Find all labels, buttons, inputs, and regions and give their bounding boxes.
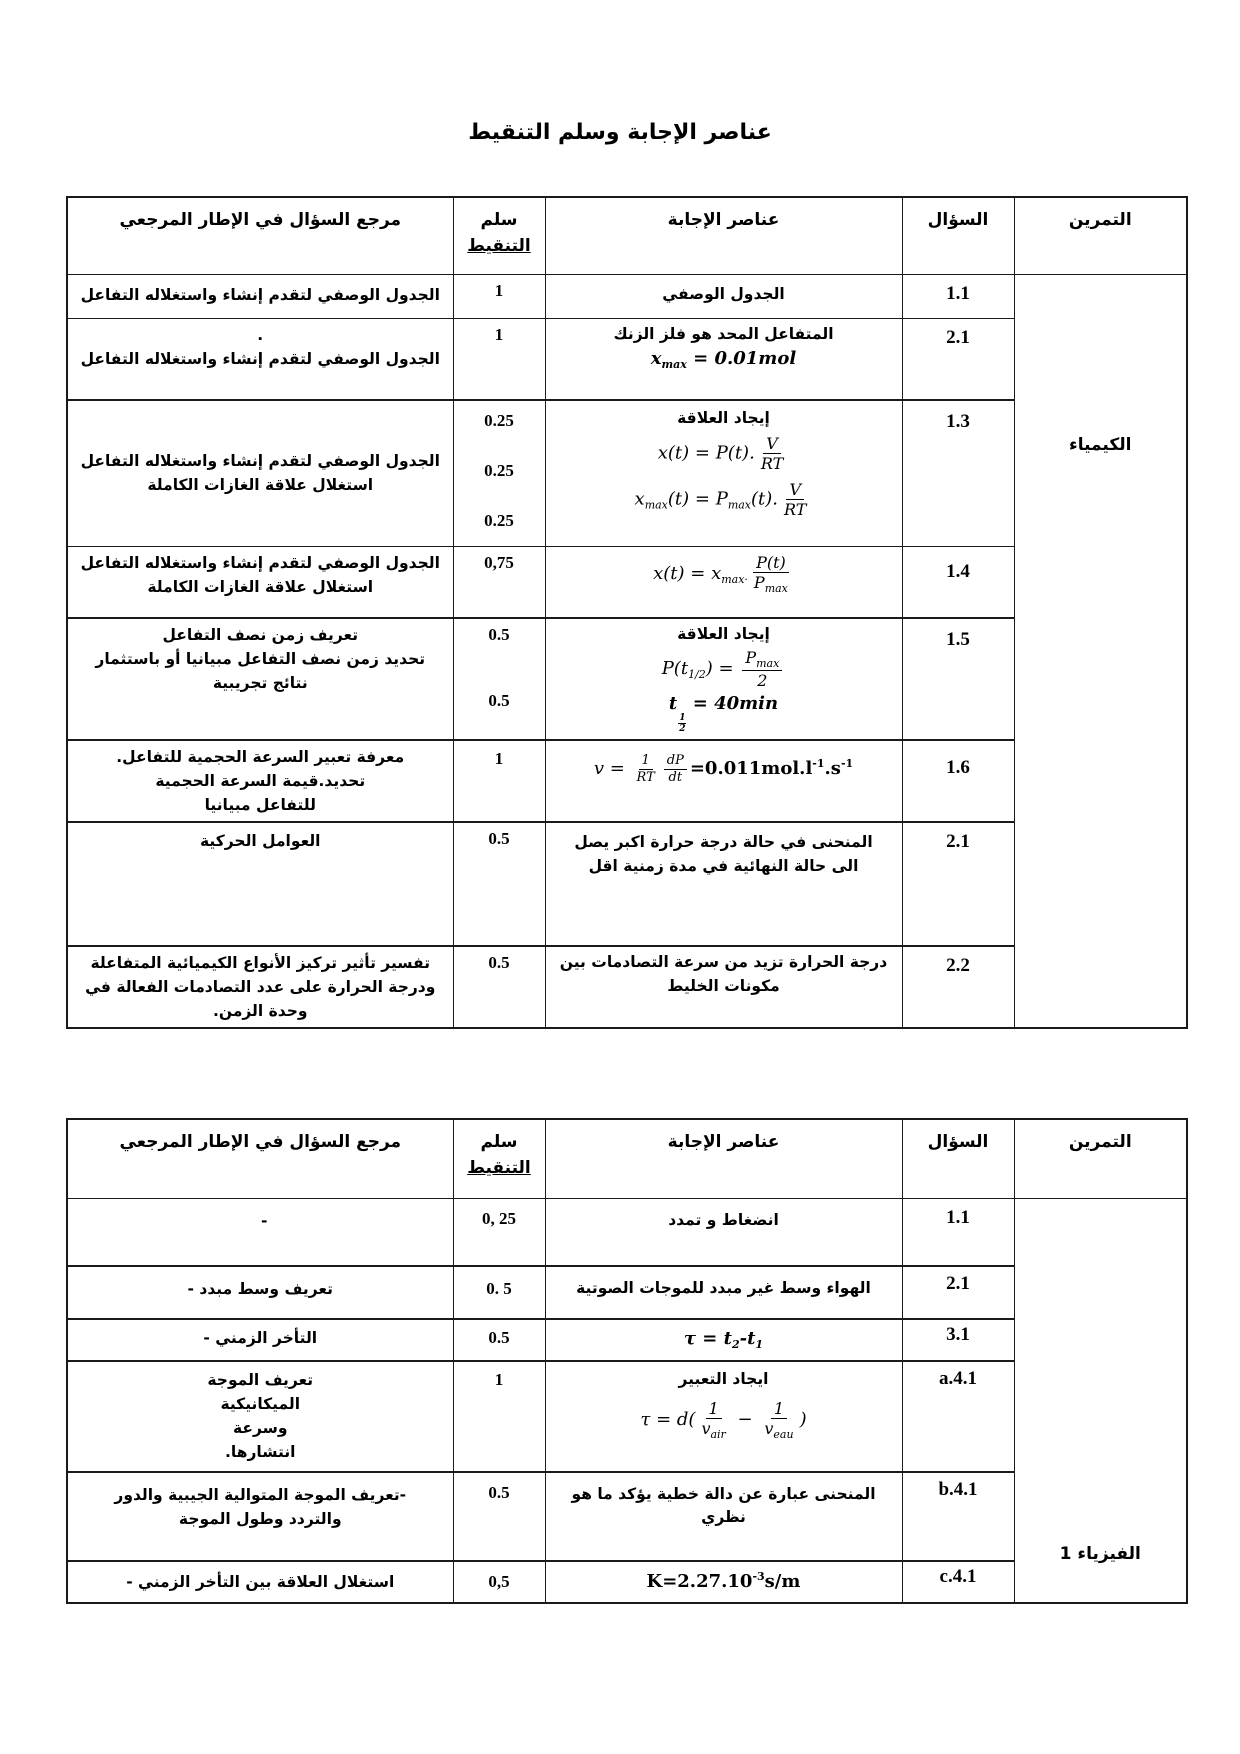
answer-cell — [545, 1472, 902, 1561]
formula: x(t) = P(t). $\frac{V}{RT}$ — [657, 434, 784, 474]
text-line: -تعريف الموجة المتوالية الجيبية والدور — [114, 1486, 407, 1504]
score-value: 0,75 — [484, 552, 514, 572]
scale-cell — [453, 1472, 545, 1561]
formula: $x(t) = x_{max\cdot}$ $\frac{P(t)}{P_{max}}$ — [653, 552, 788, 595]
formula: $P(t_{1/2})$ = $\frac{P_{max}}{2}$ — [552, 648, 896, 690]
question-cell: 1.5 — [902, 618, 1014, 740]
formula: $x_{max}(t) = P_{max}(t)$. $\frac{V}{RT}$ — [634, 479, 807, 519]
score-value: 0.25 — [484, 411, 514, 430]
answer-cell — [545, 946, 902, 1028]
text-line: المنحنى عبارة عن دالة خطية يؤكد ما هو — [571, 1485, 876, 1503]
text-line: الجدول الوصفي — [662, 284, 785, 303]
question-cell: c.4.1 — [902, 1561, 1014, 1603]
text-line: تفسير تأثير تركيز الأنواع الكيميائية المتفاعلة — [90, 954, 431, 973]
score-value: 0.25 — [484, 461, 514, 480]
formula: $K=2.27.10^{-3}s/m$ — [646, 1570, 801, 1592]
formula: $x_{max} = 0.01mol$ — [650, 347, 797, 371]
page-title: عناصر الإجابة وسلم التنقيط — [468, 120, 772, 145]
header-question: السؤال — [902, 197, 1014, 274]
text-line: وحدة الزمن. — [212, 1002, 308, 1021]
exercise-label: الفيزياء 1 — [1059, 1543, 1141, 1564]
text-line: نظري — [701, 1508, 746, 1527]
text-line: الجدول الوصفي لتقدم إنشاء واستغلاله التفاعل — [80, 553, 440, 572]
score-value: 0.5 — [488, 625, 510, 644]
formula: v = $\frac{1}{RT}$ $\frac{dP}{dt}$ $=0.011mol.l^{-1}.s^{-1}$ — [593, 753, 854, 785]
header-row — [67, 1119, 1187, 1198]
text-line: . — [257, 325, 264, 344]
table-row — [67, 1198, 1187, 1266]
scale-cell — [453, 1561, 545, 1603]
text-line: المتفاعل المحد هو فلز الزنك — [613, 324, 834, 343]
reference-cell — [67, 1561, 453, 1603]
score-value: 0.25 — [484, 511, 514, 530]
table-row — [67, 274, 1187, 318]
text-line: وسرعة — [232, 1419, 288, 1438]
header-exercise: التمرين — [1014, 197, 1187, 274]
text-line: تعريف الموجة — [207, 1371, 314, 1389]
formula: t $\frac{1}{2}$ = 40min — [668, 692, 779, 735]
text-line: استغلال علاقة الغازات الكاملة — [147, 577, 374, 596]
text-line: والتردد وطول الموجة — [178, 1510, 342, 1529]
scale-cell — [453, 318, 545, 400]
text-line: تعريف زمن نصف التفاعل — [162, 626, 359, 644]
header-answer: عناصر الإجابة — [545, 197, 902, 274]
reference-cell — [67, 1472, 453, 1561]
physics-table — [66, 1118, 1188, 1604]
reference-cell — [67, 618, 453, 740]
text-line: استغلال العلاقة بين التأخر الزمني - — [126, 1573, 395, 1591]
question-cell: b.4.1 — [902, 1472, 1014, 1561]
scale-cell — [453, 1198, 545, 1266]
exercise-cell-physics — [1014, 1198, 1187, 1603]
answer-cell — [545, 1266, 902, 1319]
score-value: 0.5 — [488, 953, 510, 973]
question-cell: 1.1 — [902, 274, 1014, 318]
answer-cell — [545, 1561, 902, 1603]
text-line: انتشارها. — [225, 1443, 296, 1462]
scale-cell — [453, 274, 545, 318]
scale-cell — [453, 1361, 545, 1472]
text-line: العوامل الحركية — [200, 832, 321, 851]
text-line: التأخر الزمني - — [203, 1329, 318, 1347]
header-question: السؤال — [902, 1119, 1014, 1198]
answer-cell — [545, 400, 902, 546]
question-cell: 1.4 — [902, 546, 1014, 618]
reference-cell — [67, 822, 453, 946]
text-line: مكونات الخليط — [667, 976, 780, 995]
reference-cell — [67, 318, 453, 400]
question-cell: 1.6 — [902, 740, 1014, 822]
text-line: تعريف وسط مبدد - — [187, 1280, 333, 1298]
answer-cell — [545, 318, 902, 400]
scale-cell — [453, 546, 545, 618]
header-reference: مرجع السؤال في الإطار المرجعي — [67, 1119, 453, 1198]
text-line: تحديد.قيمة السرعة الحجمية — [155, 772, 366, 791]
score-value: 0. 5 — [486, 1279, 512, 1298]
score-value: 0.5 — [488, 1483, 510, 1502]
answer-cell — [545, 546, 902, 618]
text-line: - — [261, 1211, 268, 1230]
score-value: 1 — [494, 1370, 504, 1389]
question-cell: 2.2 — [902, 946, 1014, 1028]
header-scale-line2: التنقيط — [467, 1158, 531, 1179]
header-answer: عناصر الإجابة — [545, 1119, 902, 1198]
reference-cell — [67, 274, 453, 318]
formula: τ = d( $\frac{1}{v_{air}}$ − $\frac{1}{v_{eau}}$ ) — [640, 1399, 807, 1442]
scale-cell — [453, 822, 545, 946]
text-line: الجدول الوصفي لتقدم إنشاء واستغلاله التفاعل — [80, 349, 440, 368]
header-row — [67, 197, 1187, 274]
formula: $\tau = t_2-t_1$ — [683, 1328, 764, 1351]
header-scale — [453, 1119, 545, 1198]
text-line: معرفة تعبير السرعة الحجمية للتفاعل. — [116, 748, 405, 767]
header-scale-line1: سلم — [480, 210, 518, 230]
score-value: 0.5 — [488, 829, 510, 849]
score-value: 0, 25 — [482, 1208, 516, 1228]
question-cell: a.4.1 — [902, 1361, 1014, 1472]
text-line: الميكانيكية — [220, 1395, 301, 1414]
text-line: إيجاد العلاقة — [677, 409, 770, 427]
answer-cell — [545, 1198, 902, 1266]
reference-cell — [67, 1319, 453, 1361]
score-value: 0.5 — [488, 691, 510, 710]
reference-cell — [67, 1361, 453, 1472]
score-value: 0,5 — [488, 1572, 510, 1591]
header-scale-line2: التنقيط — [467, 236, 531, 257]
answer-cell — [545, 740, 902, 822]
chemistry-table — [66, 196, 1188, 1029]
answer-cell — [545, 274, 902, 318]
answer-cell — [545, 618, 902, 740]
exercise-label: الكيمياء — [1069, 434, 1132, 455]
scale-cell — [453, 946, 545, 1028]
text-line: ودرجة الحرارة على عدد التصادمات الفعالة في — [85, 978, 436, 997]
reference-cell — [67, 1266, 453, 1319]
header-scale-line1: سلم — [480, 1132, 518, 1152]
text-line: الى حالة النهائية في مدة زمنية اقل — [588, 856, 859, 875]
header-exercise: التمرين — [1014, 1119, 1187, 1198]
reference-cell — [67, 400, 453, 546]
score-value: 1 — [494, 749, 504, 769]
scale-cell — [453, 740, 545, 822]
text-line: نتائج تجريبية — [212, 674, 308, 693]
text-line: الجدول الوصفي لتقدم إنشاء واستغلاله التفاعل — [80, 285, 440, 304]
text-line: الهواء وسط غير مبدد للموجات الصوتية — [576, 1279, 871, 1297]
answer-cell — [545, 1361, 902, 1472]
question-cell: 2.1 — [902, 1266, 1014, 1319]
answer-cell — [545, 822, 902, 946]
text-line: ايجاد التعبير — [678, 1370, 769, 1388]
header-reference: مرجع السؤال في الإطار المرجعي — [67, 197, 453, 274]
question-cell: 3.1 — [902, 1319, 1014, 1361]
reference-cell — [67, 740, 453, 822]
question-cell: 2.1 — [902, 822, 1014, 946]
text-line: انضغاط و تمدد — [668, 1210, 779, 1229]
scale-cell — [453, 400, 545, 546]
question-cell: 2.1 — [902, 318, 1014, 400]
text-line: الجدول الوصفي لتقدم إنشاء واستغلاله التفاعل — [80, 452, 440, 470]
scale-cell — [453, 618, 545, 740]
exercise-cell-chemistry — [1014, 274, 1187, 1028]
score-value: 1 — [494, 280, 504, 300]
text-line: تحديد زمن نصف التفاعل مبيانيا أو باستثمار — [95, 650, 426, 669]
text-line: المنحنى في حالة درجة حرارة اكبر يصل — [574, 833, 873, 852]
text-line: للتفاعل مبيانيا — [204, 796, 316, 815]
text-line: درجة الحرارة تزيد من سرعة التصادمات بين — [559, 953, 888, 972]
header-scale — [453, 197, 545, 274]
reference-cell — [67, 946, 453, 1028]
score-value: 1 — [494, 324, 504, 344]
scale-cell — [453, 1266, 545, 1319]
text-line: إيجاد العلاقة — [677, 625, 770, 643]
question-cell: 1.1 — [902, 1198, 1014, 1266]
reference-cell — [67, 1198, 453, 1266]
score-value: 0.5 — [488, 1328, 510, 1347]
scale-cell — [453, 1319, 545, 1361]
reference-cell — [67, 546, 453, 618]
text-line: استغلال علاقة الغازات الكاملة — [147, 476, 374, 495]
answer-cell — [545, 1319, 902, 1361]
question-cell: 1.3 — [902, 400, 1014, 546]
